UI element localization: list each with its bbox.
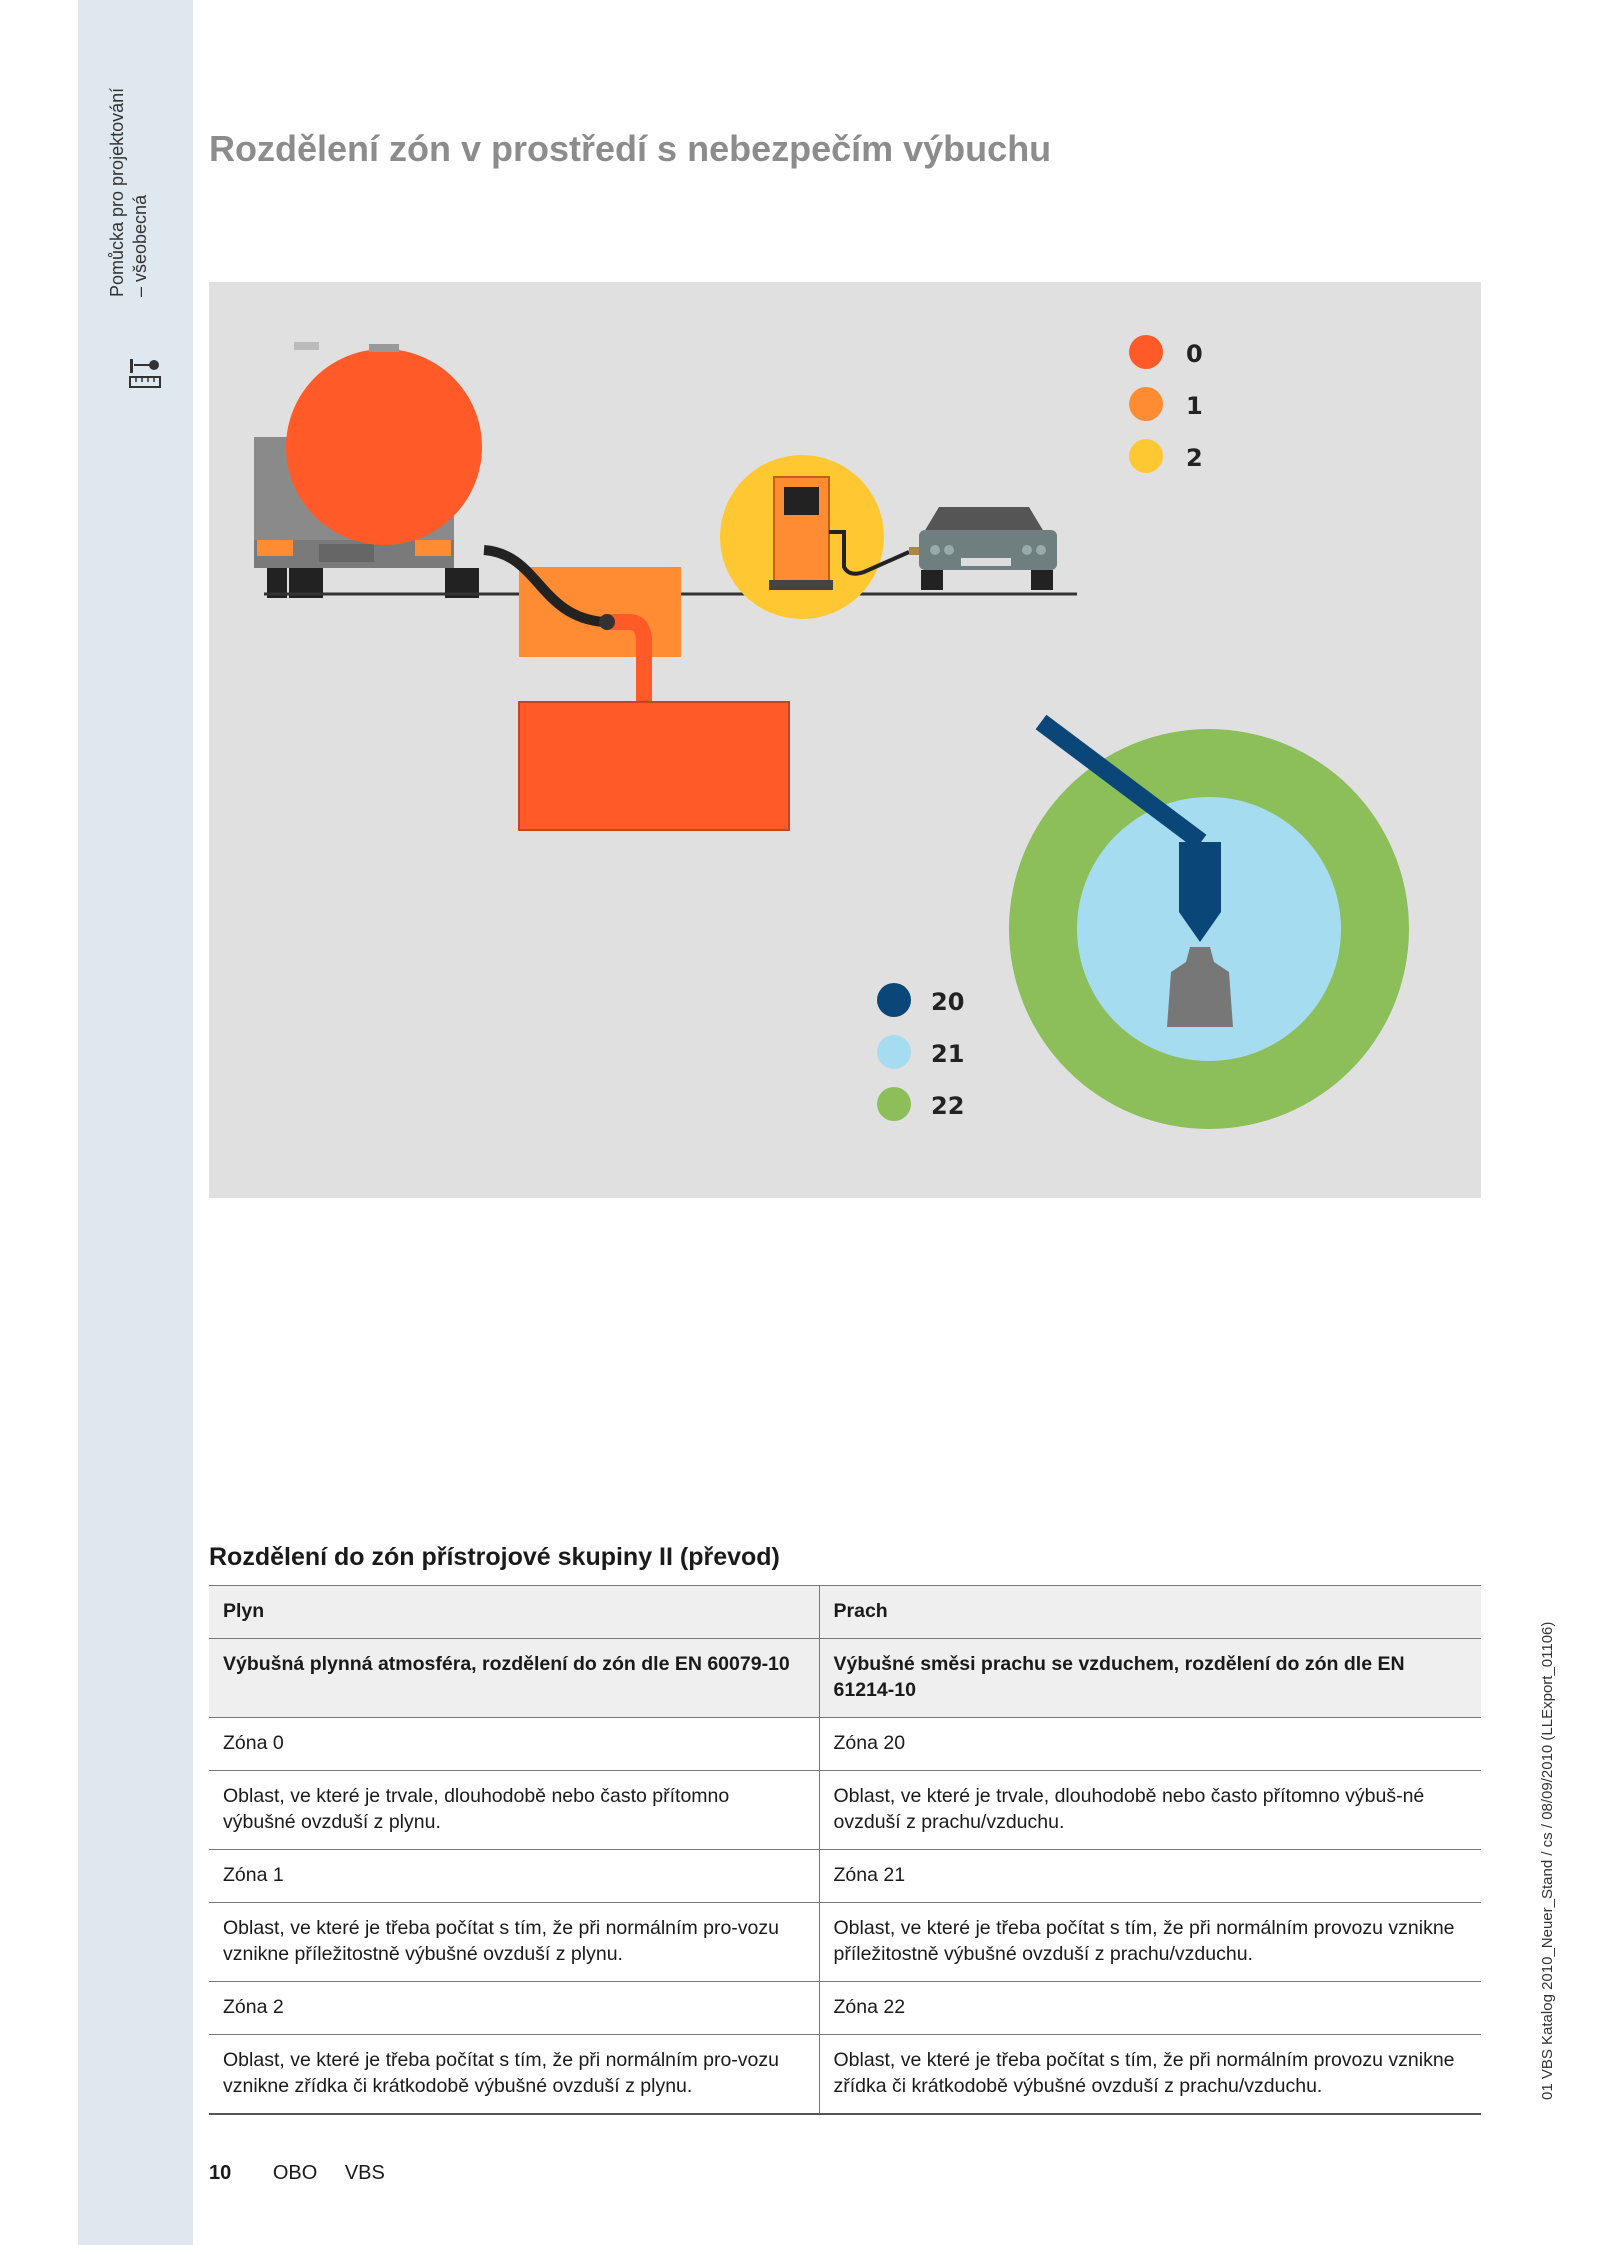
table-cell: Oblast, ve které je trvale, dlouhodobě nebo často přítomno výbušné ovzduší z plynu. [209,1771,819,1850]
table-heading: Rozdělení do zón přístrojové skupiny II (převod) [209,1543,780,1571]
table-row [209,1982,1481,2035]
brand-obo: OBO [272,2162,318,2184]
legend-zone2-swatch [1129,439,1163,473]
page-footer [209,2162,385,2185]
legend-zone2-label: 2 [1186,444,1203,472]
page-number: 10 [209,2162,232,2184]
column-header-gas: Plyn [209,1586,819,1639]
table-cell: Zóna 21 [819,1850,1481,1903]
legend-zone1-swatch [1129,387,1163,421]
explosion-zones-illustration [209,282,1481,1198]
table-cell: Zóna 20 [819,1718,1481,1771]
legend-zone1-label: 1 [1186,392,1203,420]
table-row [209,1771,1481,1850]
table-cell: Oblast, ve které je třeba počítat s tím, že při normálním provozu vznikne zřídka či krátkodobě výbušné ovzduší z prachu/vzduchu. [819,2035,1481,2115]
table-cell: Oblast, ve které je trvale, dlouhodobě nebo často přítomno výbuš-né ovzduší z prachu/vzduchu. [819,1771,1481,1850]
sidebar-band [78,0,193,2245]
table-cell: Zóna 0 [209,1718,819,1771]
legend-zone20-label: 20 [931,988,965,1016]
column-header-dust: Prach [819,1586,1481,1639]
table-header-row [209,1586,1481,1639]
legend-zone21-label: 21 [931,1040,965,1068]
measuring-tools-icon [128,357,162,391]
legend-zone0-swatch [1129,335,1163,369]
underground-tank [519,702,789,830]
legend-zone20-swatch [877,983,911,1017]
table-cell: Zóna 2 [209,1982,819,2035]
table-row [209,2035,1481,2115]
sidebar-label-line2: – všeobecná [130,194,150,297]
sidebar-label [106,37,152,297]
catalog-reference: 01 VBS Katalog 2010_Neuer_Stand / cs / 08/09/2010 (LLExport_01106) [1539,1621,1556,2100]
table-cell: Oblast, ve které je třeba počítat s tím, že při normálním pro-vozu vznikne příležitostně výbušné ovzduší z plynu. [209,1903,819,1982]
table-row [209,1718,1481,1771]
table-cell: Zóna 22 [819,1982,1481,2035]
table-row [209,1639,1481,1718]
table-row [209,1903,1481,1982]
zone-classification-table [209,1585,1481,2115]
table-row [209,1850,1481,1903]
legend-zone0-label: 0 [1186,340,1203,368]
table-cell: Zóna 1 [209,1850,819,1903]
legend-zone22-label: 22 [931,1092,965,1120]
brand-vbs: VBS [344,2162,385,2184]
legend-zone22-swatch [877,1087,911,1121]
page-title: Rozdělení zón v prostředí s nebezpečím výbuchu [209,128,1052,169]
zone1-area [519,567,681,657]
table-cell: Oblast, ve které je třeba počítat s tím, že při normálním pro-vozu vznikne zřídka či krátkodobě výbušné ovzduší z plynu. [209,2035,819,2115]
legend-zone21-swatch [877,1035,911,1069]
sidebar-label-line1: Pomůcka pro projektování [107,87,127,297]
table-cell: Výbušná plynná atmosféra, rozdělení do zón dle EN 60079-10 [209,1639,819,1718]
table-cell: Oblast, ve které je třeba počítat s tím, že při normálním provozu vznikne příležitostně výbušné ovzduší z prachu/vzduchu. [819,1903,1481,1982]
table-cell: Výbušné směsi prachu se vzduchem, rozdělení do zón dle EN 61214-10 [819,1639,1481,1718]
